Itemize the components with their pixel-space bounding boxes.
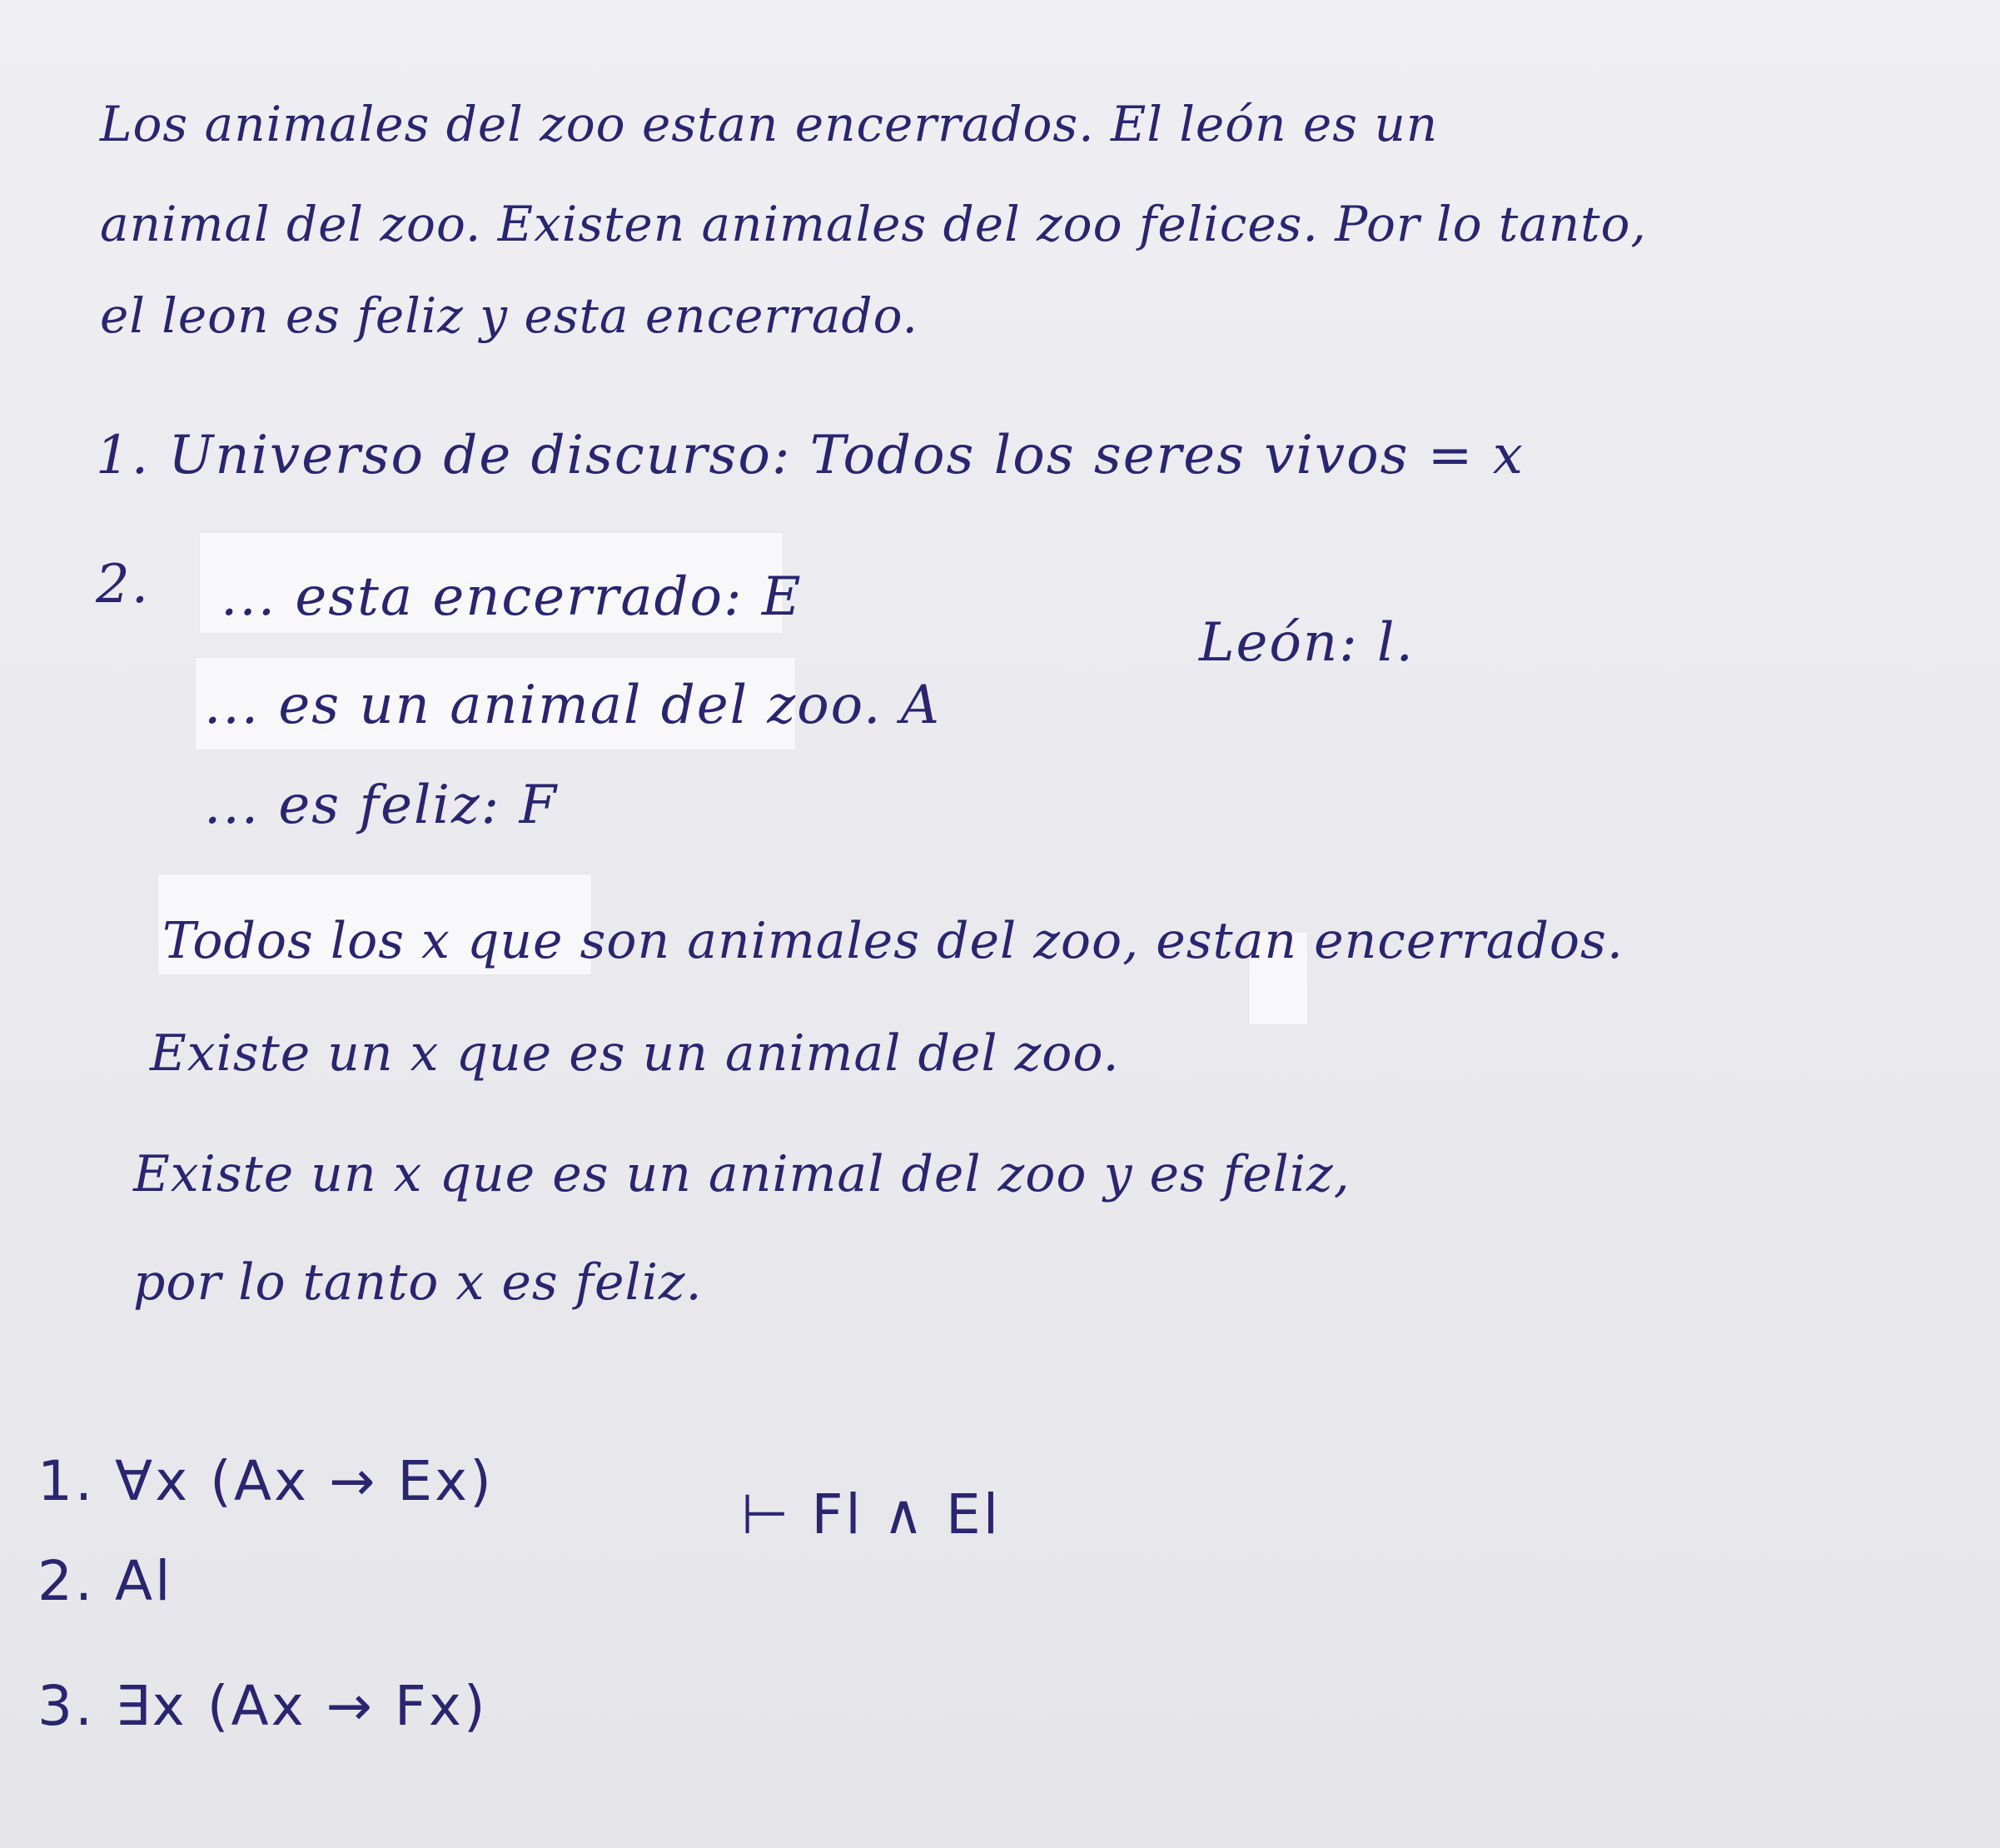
premise-text-2: Existe un x que es un animal del zoo.: [150, 1024, 1120, 1083]
predicate-animal-zoo: ... es un animal del zoo. A: [204, 675, 941, 736]
predicates-number: 2.: [96, 554, 151, 615]
statement-line-1: Los animales del zoo estan encerrados. El león es un: [100, 96, 1439, 152]
predicate-feliz: ... es feliz: F: [204, 775, 558, 836]
conclusion-formula: ⊢ Fl ∧ El: [741, 1482, 1002, 1547]
premise-text-1: Todos los x que son animales del zoo, estan encerrados.: [162, 912, 1624, 970]
constant-leon: León: l.: [1199, 612, 1415, 674]
statement-line-3: el leon es feliz y esta encerrado.: [100, 287, 918, 344]
premise-text-4: por lo tanto x es feliz.: [133, 1253, 703, 1312]
formula-2: 2. Al: [37, 1549, 173, 1613]
formula-1: 1. ∀x (Ax → Ex): [37, 1449, 494, 1513]
statement-line-2: animal del zoo. Existen animales del zoo felices. Por lo tanto,: [100, 196, 1647, 252]
premise-text-3: Existe un x que es un animal del zoo y es feliz,: [133, 1145, 1351, 1203]
predicate-encerrado: ... esta encerrado: E: [221, 566, 803, 628]
universe-of-discourse: 1. Universo de discurso: Todos los seres vivos = x: [96, 425, 1525, 486]
formula-3: 3. ∃x (Ax → Fx): [37, 1674, 488, 1738]
